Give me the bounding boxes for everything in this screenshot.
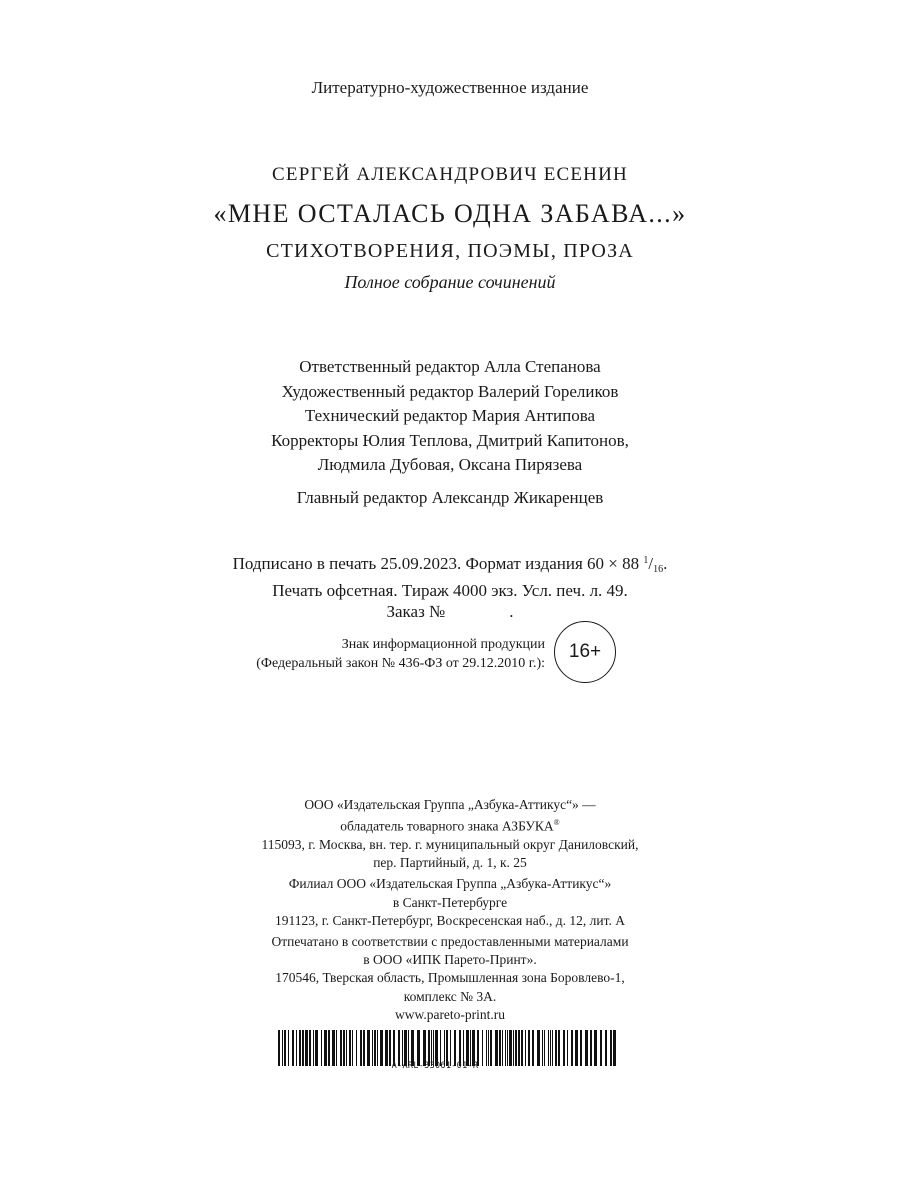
- barcode-bar: [509, 1030, 512, 1066]
- barcode-bar: [336, 1030, 337, 1066]
- barcode-bar: [377, 1030, 378, 1066]
- barcode-bar: [340, 1030, 342, 1066]
- barcode-bar: [532, 1030, 534, 1066]
- barcode-bar: [313, 1030, 314, 1066]
- barcode-bar: [309, 1030, 311, 1066]
- barcode-bar: [299, 1030, 301, 1066]
- barcode-bar: [544, 1030, 545, 1066]
- barcode-bar: [505, 1030, 506, 1066]
- barcode-bar: [555, 1030, 557, 1066]
- age-rating-badge: 16+: [554, 621, 616, 683]
- barcode-bar: [360, 1030, 362, 1066]
- barcode-bar: [332, 1030, 335, 1066]
- barcode-bar: [296, 1030, 297, 1066]
- barcode-bar: [528, 1030, 530, 1066]
- barcode-bar: [558, 1030, 560, 1066]
- barcode-bar: [550, 1030, 551, 1066]
- barcode-bar: [594, 1030, 597, 1066]
- barcode-bar: [590, 1030, 592, 1066]
- barcode-bar: [292, 1030, 294, 1066]
- barcode-bar: [343, 1030, 345, 1066]
- credits-block: [0, 355, 900, 510]
- barcode-bar: [502, 1030, 503, 1066]
- barcode-bar: [580, 1030, 582, 1066]
- barcode-bar: [305, 1030, 308, 1066]
- barcode-bar: [567, 1030, 568, 1066]
- barcode-bar: [542, 1030, 543, 1066]
- genre-line: Литературно-художественное издание: [311, 78, 589, 97]
- author-name: СЕРГЕЙ АЛЕКСАНДРОВИЧ ЕСЕНИН: [272, 164, 628, 185]
- barcode-bar: [518, 1030, 520, 1066]
- info-product-mark: Знак информационной продукции (Федеральный закон № 436-ФЗ от 29.12.2010 г.):: [256, 637, 545, 671]
- barcode-bar: [490, 1030, 492, 1066]
- chief-editor-line: Главный редактор Александр Жикаренцев: [296, 487, 604, 507]
- barcode-bar: [552, 1030, 553, 1066]
- barcode-bar: [515, 1030, 517, 1066]
- barcode-bar: [537, 1030, 540, 1066]
- barcode-bar: [352, 1030, 353, 1066]
- format-denominator: 16: [653, 564, 664, 575]
- format-numerator: 1: [643, 555, 649, 566]
- barcode-bar: [495, 1030, 498, 1066]
- barcode-bar: [600, 1030, 602, 1066]
- barcode-bar: [605, 1030, 607, 1066]
- publisher-block: ООО «Издательская Группа „Азбука-Аттикус“» — обладатель товарного знака АЗБУКА® 115093, г. Москва, вн. тер. г. муниципальный округ Даниловский, пер. Партийный, д. 1, к. 25 Филиал ООО «Издательская Группа „Азбука-Аттикус“» в Санкт-Петербурге 191123, г. Санкт-Петербург, Воскресенская наб., д. 12, лит. А Отпечатано в соответствии с предоставленными материалами в ООО «ИПК Парето-Принт». 170546, Тверская область, Промышленная зона Боровлево-1, комплекс № 3А. www.pareto-print.ru: [0, 796, 900, 1024]
- order-label: Заказ №: [386, 602, 446, 621]
- barcode-bar: [278, 1030, 280, 1066]
- barcode-bar: [349, 1030, 351, 1066]
- barcode-bar: [548, 1030, 549, 1066]
- print-info-block: [0, 550, 900, 622]
- barcode-bar: [563, 1030, 565, 1066]
- credit-line: Технический редактор Мария Антипова: [304, 406, 596, 425]
- edition-note: Полное собрание сочинений: [344, 272, 556, 292]
- barcode-bar: [374, 1030, 376, 1066]
- barcode-bar: [575, 1030, 578, 1066]
- barcode-bar: [356, 1030, 357, 1066]
- barcode-bar: [525, 1030, 526, 1066]
- format-slash: /: [648, 554, 654, 573]
- barcode-bar: [321, 1030, 322, 1066]
- barcode-bar: [324, 1030, 327, 1066]
- credit-line: Людмила Дубовая, Оксана Пирязева: [317, 455, 583, 474]
- credit-line: Корректоры Юлия Теплова, Дмитрий Капитонов,: [271, 430, 629, 450]
- barcode-bar: [571, 1030, 573, 1066]
- print-line-2: Печать офсетная. Тираж 4000 экз. Усл. печ. л. 49.: [272, 581, 628, 600]
- barcode-bar: [315, 1030, 318, 1066]
- barcode-bar: [282, 1030, 283, 1066]
- barcode-bar: [585, 1030, 588, 1066]
- barcode-bar: [302, 1030, 304, 1066]
- barcode-bar: [367, 1030, 370, 1066]
- barcode-bar: [363, 1030, 365, 1066]
- barcode-bar: [610, 1030, 612, 1066]
- barcode-bar: [521, 1030, 523, 1066]
- book-subtitle: СТИХОТВОРЕНИЯ, ПОЭМЫ, ПРОЗА: [266, 240, 634, 262]
- order-line: Заказ № .: [386, 602, 514, 621]
- barcode-bar: [507, 1030, 508, 1066]
- barcode-bar: [288, 1030, 289, 1066]
- barcode-bar: [513, 1030, 514, 1066]
- credit-line: Ответственный редактор Алла Степанова: [299, 357, 601, 376]
- registered-mark: ®: [553, 818, 560, 828]
- barcode-text: A-ARL-33061-01-R: [391, 1061, 479, 1071]
- book-title: «МНЕ ОСТАЛАСЬ ОДНА ЗАБАВА...»: [213, 199, 687, 228]
- barcode-bar: [372, 1030, 373, 1066]
- barcode-bar: [328, 1030, 330, 1066]
- credit-line: Художественный редактор Валерий Гореликов: [281, 381, 619, 401]
- barcode-bar: [613, 1030, 616, 1066]
- print-line-1: Подписано в печать 25.09.2023. Формат издания 60 × 88 $^1$/16.: [232, 554, 668, 575]
- website-line: www.pareto-print.ru: [394, 1006, 506, 1022]
- barcode-bar: [284, 1030, 286, 1066]
- barcode-bar: [499, 1030, 501, 1066]
- barcode-bar: [346, 1030, 347, 1066]
